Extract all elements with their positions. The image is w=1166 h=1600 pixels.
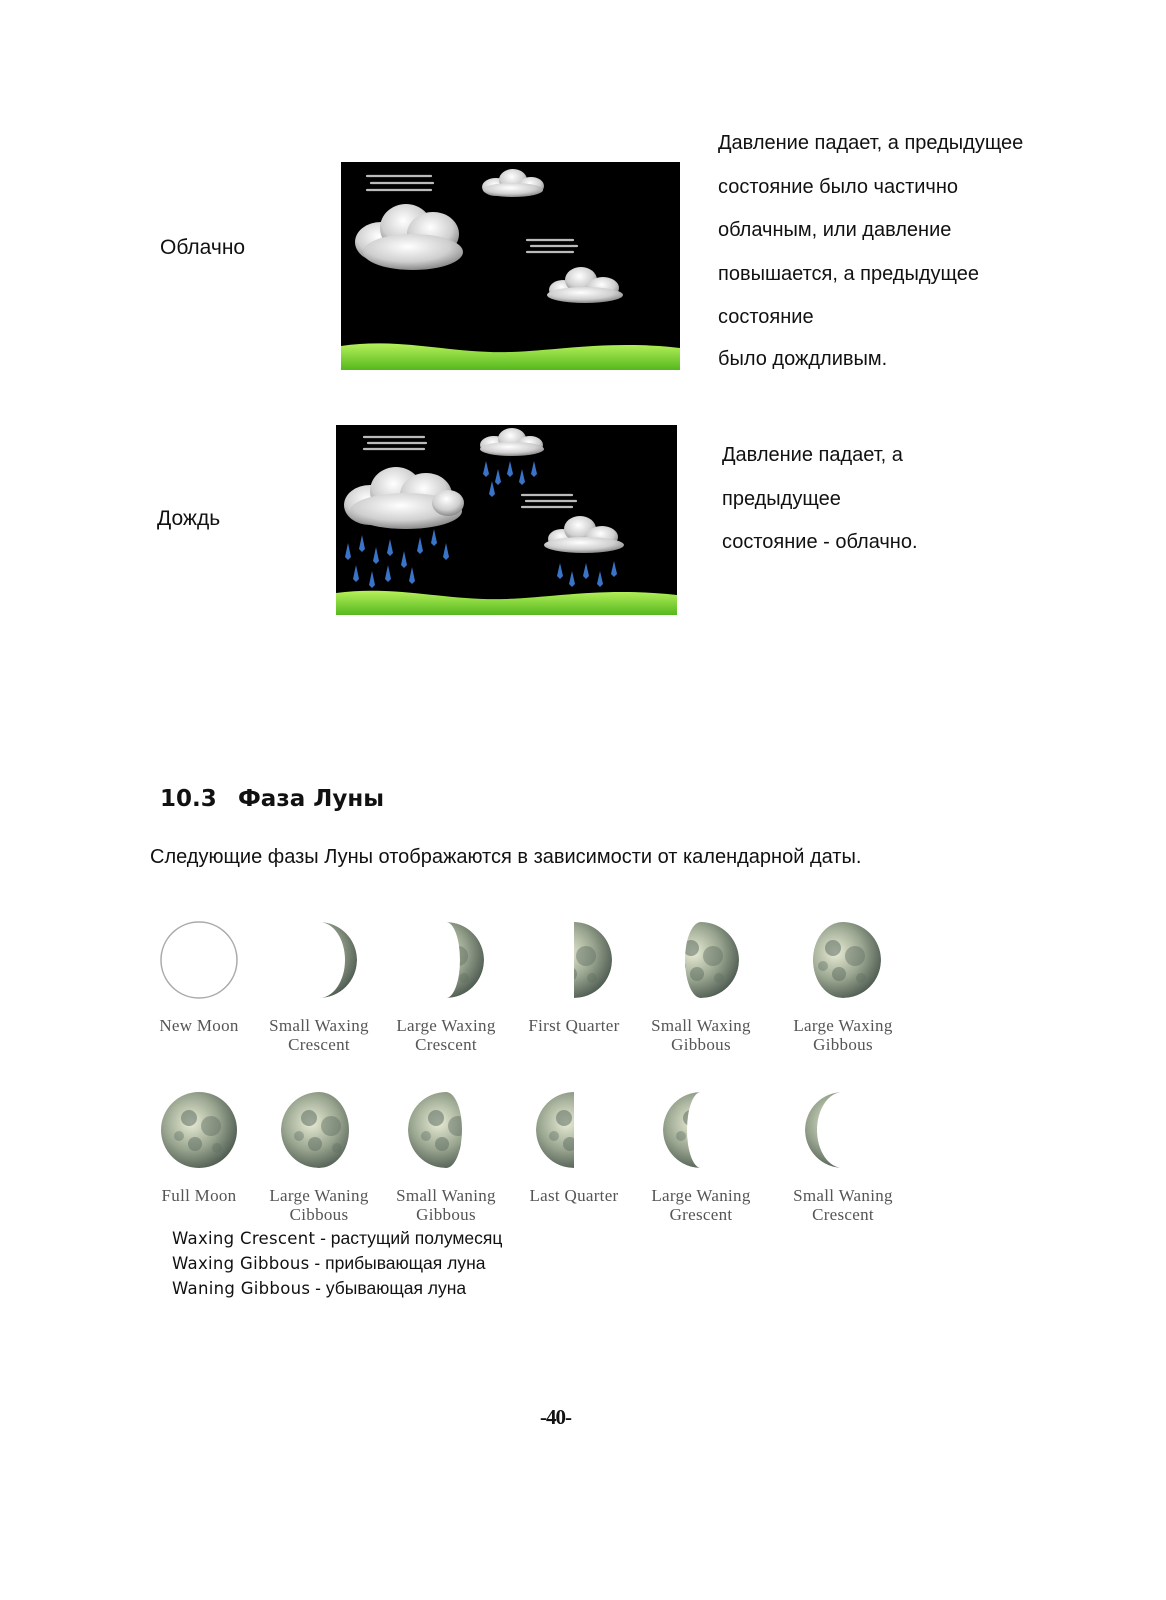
- cloudy-weather-image: [341, 162, 680, 370]
- moon-phase-label: [383, 1016, 509, 1054]
- glossary-item: [172, 1276, 502, 1301]
- large-waxing-gibbous-icon: [780, 920, 906, 1000]
- moon-phase-label-line1: Large Waxing: [793, 1016, 893, 1035]
- moon-phase-item: [780, 1090, 906, 1224]
- moon-phase-label-line2: Gibbous: [813, 1035, 873, 1054]
- glossary-translation: - прибывающая луна: [309, 1253, 486, 1273]
- moon-phase-item: [511, 920, 637, 1035]
- cloudy-desc-line: состояние: [718, 306, 814, 328]
- glossary-item: [172, 1226, 502, 1251]
- small-waxing-gibbous-icon: [638, 920, 764, 1000]
- last-quarter-icon: [511, 1090, 637, 1170]
- moon-phase-label: [136, 1186, 262, 1205]
- moon-phase-label-line1: Small Waning: [793, 1186, 893, 1205]
- moon-phase-label-line1: Large Waning: [651, 1186, 751, 1205]
- moon-phase-label: [383, 1186, 509, 1224]
- moon-phase-label-line1: Large Waxing: [396, 1016, 496, 1035]
- rain-description: [722, 434, 918, 565]
- cloudy-desc-line: состояние было частично: [718, 175, 958, 198]
- moon-phase-label-line2: Crescent: [415, 1035, 477, 1054]
- moon-phase-label-line2: Gibbous: [671, 1035, 731, 1054]
- moon-phase-item: [383, 920, 509, 1054]
- moon-phase-item: [511, 1090, 637, 1205]
- cloudy-desc-line: облачным, или давление: [718, 219, 952, 241]
- large-waning-gibbous-icon: [256, 1090, 382, 1170]
- moon-phase-label-line1: Full Moon: [161, 1186, 237, 1205]
- rain-desc-line: предыдущее: [722, 487, 841, 510]
- moon-phase-label-line2: Crescent: [288, 1035, 350, 1054]
- moon-phase-label: [638, 1016, 764, 1054]
- section-heading: [160, 786, 384, 812]
- moon-phase-item: [256, 1090, 382, 1224]
- small-waning-gibbous-icon: [383, 1090, 509, 1170]
- moon-phase-label: [256, 1186, 382, 1224]
- section-intro: Следующие фазы Луны отображаются в зависимости от календарной даты.: [150, 846, 862, 868]
- cloudy-desc-line: повышается, а предыдущее: [718, 262, 979, 285]
- rain-desc-line: Давление падает, а: [722, 444, 903, 466]
- moon-phase-label: [780, 1016, 906, 1054]
- glossary-term: Waxing Gibbous: [172, 1254, 310, 1273]
- section-number: 10.3: [160, 786, 217, 812]
- rain-desc-line: состояние - облачно.: [722, 531, 918, 553]
- moon-phase-label-line1: Small Waxing: [651, 1016, 751, 1035]
- glossary-term: Waxing Crescent: [172, 1229, 316, 1248]
- moon-phase-label-line2: Cibbous: [289, 1205, 349, 1224]
- moon-phase-label-line1: Small Waxing: [269, 1016, 369, 1035]
- small-waning-crescent-icon: [780, 1090, 906, 1170]
- moon-phase-label-line1: Large Waning: [269, 1186, 369, 1205]
- moon-phase-label: [511, 1186, 637, 1205]
- glossary: [172, 1226, 502, 1301]
- moon-phase-label-line1: New Moon: [159, 1016, 239, 1035]
- new-moon-icon: [136, 920, 262, 1000]
- glossary-translation: - убывающая луна: [310, 1278, 467, 1298]
- rain-weather-image: [336, 425, 677, 615]
- moon-phase-item: [136, 920, 262, 1035]
- moon-phase-label: [638, 1186, 764, 1224]
- first-quarter-icon: [511, 920, 637, 1000]
- moon-phase-item: [638, 1090, 764, 1224]
- moon-phase-label-line2: Crescent: [812, 1205, 874, 1224]
- section-title: Фаза Луны: [238, 786, 385, 812]
- moon-phase-item: [638, 920, 764, 1054]
- small-waxing-crescent-icon: [256, 920, 382, 1000]
- glossary-term: Waning Gibbous: [172, 1279, 311, 1298]
- glossary-translation: - растущий полумесяц: [315, 1228, 503, 1248]
- moon-phase-label-line2: Grescent: [669, 1205, 733, 1224]
- full-moon-icon: [136, 1090, 262, 1170]
- moon-phase-label-line1: First Quarter: [528, 1016, 620, 1035]
- large-waning-crescent-icon: [638, 1090, 764, 1170]
- weather-label-cloudy: Облачно: [160, 236, 246, 259]
- moon-phase-label: [780, 1186, 906, 1224]
- cloudy-description: [718, 122, 1023, 381]
- moon-phase-label: [256, 1016, 382, 1054]
- weather-label-rain: Дождь: [157, 507, 221, 530]
- large-waxing-crescent-icon: [383, 920, 509, 1000]
- moon-phase-item: [383, 1090, 509, 1224]
- moon-phase-label: [511, 1016, 637, 1035]
- cloudy-desc-line: Давление падает, а предыдущее: [718, 132, 1024, 154]
- cloudy-desc-line: было дождливым.: [718, 347, 888, 370]
- moon-phase-label-line1: Last Quarter: [529, 1186, 619, 1205]
- moon-phase-item: [780, 920, 906, 1054]
- page-number: -40-: [540, 1405, 571, 1429]
- moon-phase-label-line2: Gibbous: [416, 1205, 476, 1224]
- moon-phase-label: [136, 1016, 262, 1035]
- moon-phase-item: [136, 1090, 262, 1205]
- glossary-item: [172, 1251, 502, 1276]
- moon-phase-label-line1: Small Waning: [396, 1186, 496, 1205]
- moon-phase-item: [256, 920, 382, 1054]
